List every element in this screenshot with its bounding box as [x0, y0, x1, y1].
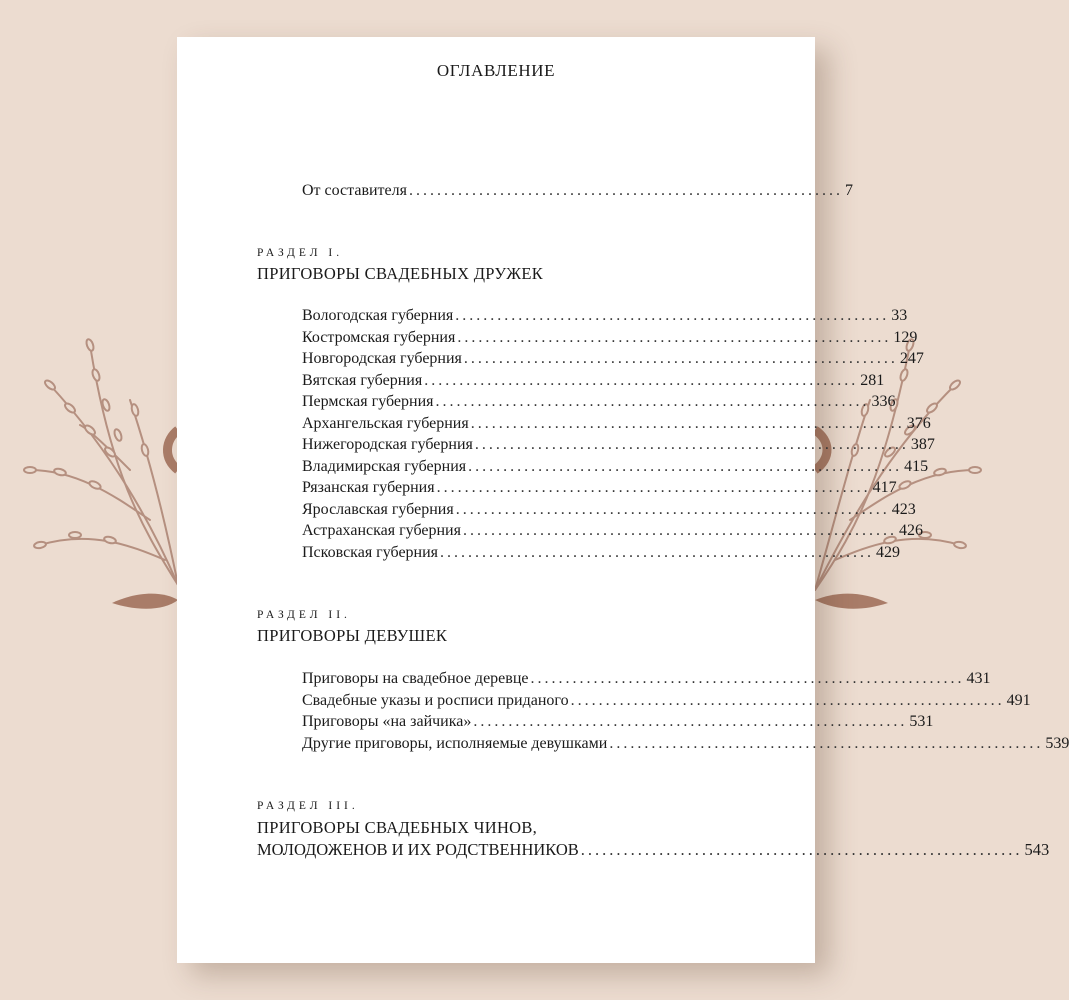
dot-leader: .............................................................. [424, 371, 859, 389]
toc-entry: Астраханская губерния .............................................................. 426 [302, 522, 923, 539]
toc-entry: Новгородская губерния .............................................................. 247 [302, 350, 924, 367]
dot-leader: .............................................................. [570, 691, 1005, 709]
toc-entry: Приговоры «на зайчика» .............................................................. 531 [302, 713, 934, 730]
section-3-title-line1: ПРИГОВОРЫ СВАДЕБНЫХ ЧИНОВ, [257, 818, 538, 837]
toc-entry-page: 7 [845, 182, 853, 199]
dot-leader: .............................................................. [436, 479, 871, 496]
right-leaf-shape [815, 594, 888, 609]
section-3-label: РАЗДЕЛ III. [257, 800, 359, 812]
section-3-title-line2: МОЛОДОЖЕНОВ И ИХ РОДСТВЕННИКОВ .............................................................. 543 [257, 840, 1050, 859]
dot-leader: .............................................................. [474, 436, 909, 453]
toc-title: ОГЛАВЛЕНИЕ [436, 61, 556, 80]
left-leaf-shape [112, 594, 178, 609]
dot-leader: .............................................................. [580, 840, 1023, 859]
dot-leader: .............................................................. [468, 457, 903, 475]
toc-entry: Рязанская губерния .............................................................. 417 [302, 479, 897, 496]
toc-entry: Ярославская губерния .............................................................. 423 [302, 500, 916, 518]
toc-entry: Вологодская губерния .............................................................. 33 [302, 307, 908, 324]
toc-entry: Архангельская губерния .............................................................. 376 [302, 414, 931, 432]
book-page [177, 37, 1069, 963]
toc-entry: Нижегородская губерния .............................................................. 387 [302, 436, 935, 453]
toc-entry: Приговоры на свадебное деревце .............................................................. 431 [302, 670, 991, 687]
toc-entry: Псковская губерния .............................................................. 429 [302, 543, 901, 561]
dot-leader: .............................................................. [609, 734, 1044, 752]
toc-entry: Костромская губерния .............................................................. 129 [302, 328, 918, 346]
dot-leader: .............................................................. [435, 393, 870, 410]
toc-entry: Пермская губерния .............................................................. 336 [302, 393, 896, 410]
dot-leader: .............................................................. [455, 307, 890, 324]
dot-leader: .............................................................. [463, 350, 898, 367]
toc-entry: Владимирская губерния .............................................................. 415 [302, 457, 929, 475]
dot-leader: .............................................................. [462, 522, 897, 539]
willow-branch-left-icon [24, 338, 178, 585]
dot-leader: .............................................................. [470, 414, 905, 432]
toc-entry-label: От составителя [302, 182, 407, 199]
section-2-label: РАЗДЕЛ II. [257, 609, 351, 621]
section-1-title: ПРИГОВОРЫ СВАДЕБНЫХ ДРУЖЕК [257, 264, 544, 283]
dot-leader: .............................................................. [473, 713, 908, 730]
section-2-title: ПРИГОВОРЫ ДЕВУШЕК [257, 626, 448, 645]
dot-leader: .............................................................. [409, 182, 843, 199]
toc-entry: Свадебные указы и росписи приданого .............................................................. 491 [302, 691, 1031, 709]
dot-leader: .............................................................. [455, 500, 890, 518]
dot-leader: .............................................................. [530, 670, 965, 687]
dot-leader: .............................................................. [457, 328, 892, 346]
section-1-label: РАЗДЕЛ I. [257, 247, 344, 259]
toc-entry: Другие приговоры, исполняемые девушками .............................................................. 539 [302, 734, 1069, 752]
dot-leader: .............................................................. [440, 543, 875, 561]
toc-entry-intro [302, 182, 853, 203]
toc-entry: Вятская губерния .............................................................. 281 [302, 371, 885, 389]
